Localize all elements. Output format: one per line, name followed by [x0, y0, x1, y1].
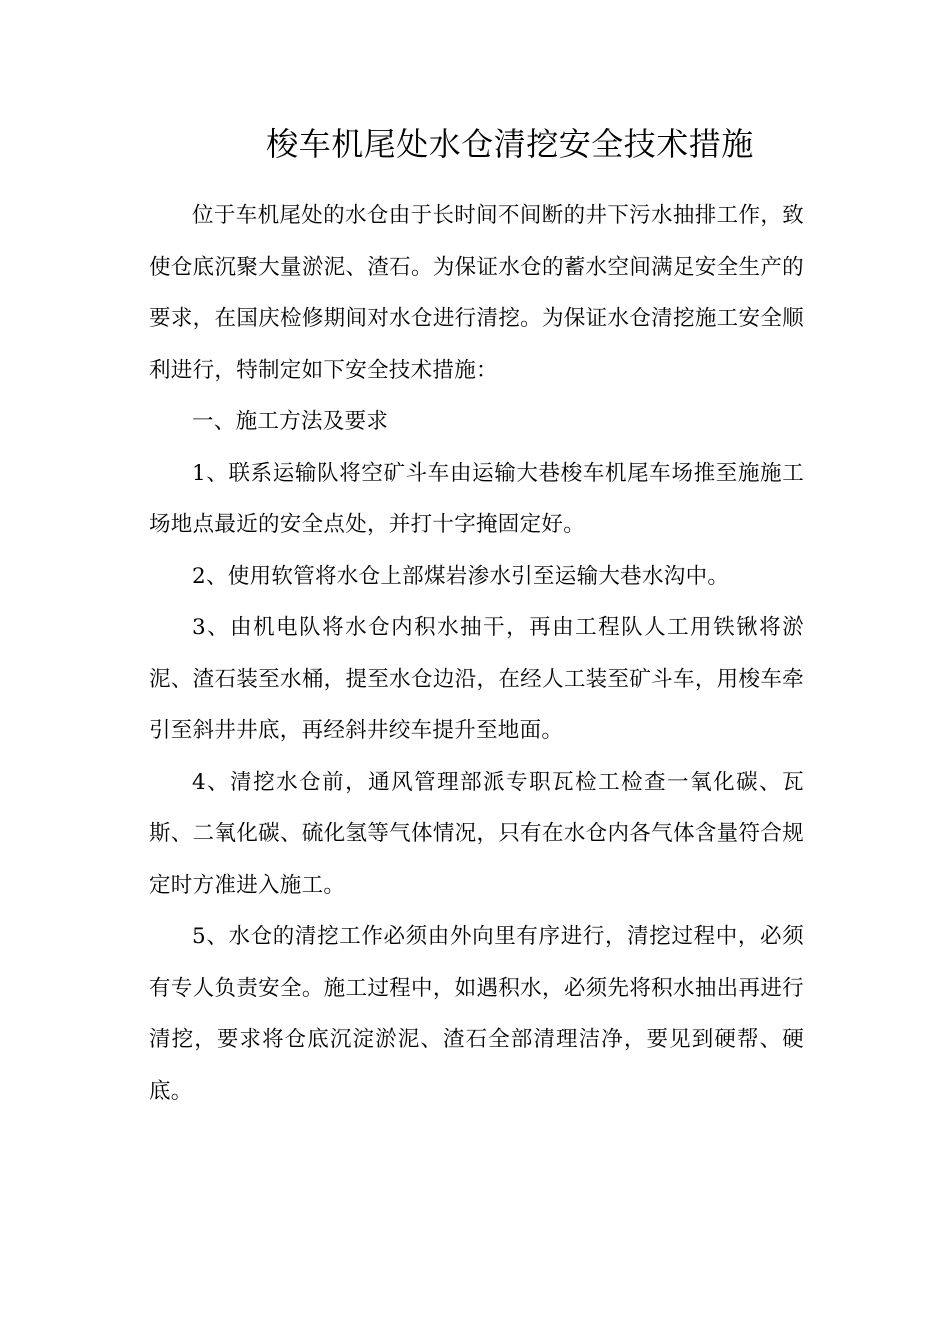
paragraph-intro: 位于车机尾处的水仓由于长时间不间断的井下污水抽排工作，致使仓底沉聚大量淤泥、渣石。为保证水仓的蓄水空间满足安全生产的要求，在国庆检修期间对水仓进行清挖。为保证水仓清挖施工安全顺利进行，特制定如下安全技术措施：: [149, 203, 804, 383]
list-item-1: 1、联系运输队将空矿斗车由运输大巷梭车机尾车场推至施施工场地点最近的安全点处，并打十字掩固定好。: [149, 460, 804, 537]
list-item-3: 3、由机电队将水仓内积水抽干，再由工程队人工用铁锹将淤泥、渣石装至水桶，提至水仓边沿，在经人工装至矿斗车，用梭车牵引至斜井井底，再经斜井绞车提升至地面。: [149, 615, 804, 743]
document-title: 梭车机尾处水仓清挖安全技术措施: [266, 125, 754, 163]
list-item-4: 4、清挖水仓前，通风管理部派专职瓦检工检查一氧化碳、瓦斯、二氧化碳、硫化氢等气体情况，只有在水仓内各气体含量符合规定时方准进入施工。: [149, 769, 804, 898]
list-item-2: 2、使用软管将水仓上部煤岩渗水引至运输大巷水沟中。: [192, 563, 730, 589]
document-body: [149, 190, 804, 1117]
section-heading-construction-method: 一、施工方法及要求: [192, 409, 389, 434]
list-item-5: 5、水仓的清挖工作必须由外向里有序进行，清挖过程中，必须有专人负责安全。施工过程中，如遇积水，必须先将积水抽出再进行清挖，要求将仓底沉淀淤泥、渣石全部清理洁净，要见到硬帮、硬底。: [149, 924, 804, 1104]
